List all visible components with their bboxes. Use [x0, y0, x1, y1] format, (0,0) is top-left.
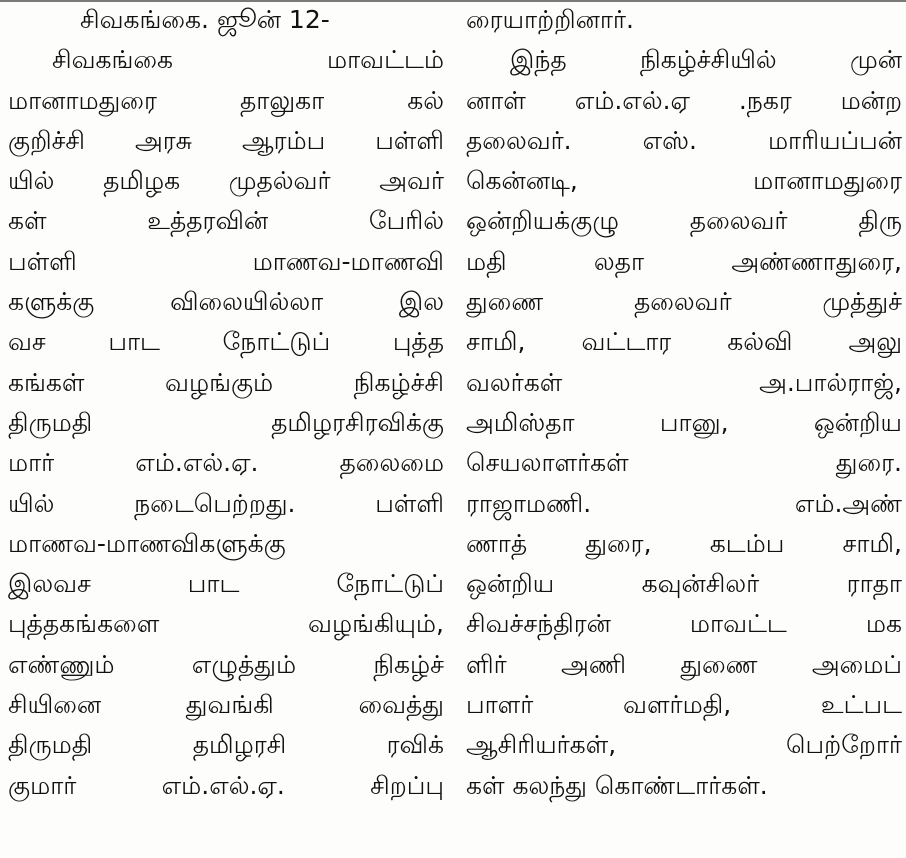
article-line: ளிர் அணி துணை அமைப் [466, 649, 902, 679]
article-line: கள் கலந்து கொண்டார்கள். [466, 770, 768, 800]
article-line: ஒன்றியக்குழு தலைவர் திரு [466, 206, 902, 236]
article-line: வச பாட நோட்டுப் புத்த [8, 327, 444, 357]
article-line: மதி லதா அண்ணாதுரை, [466, 246, 902, 276]
article-line: குறிச்சி அரசு ஆரம்ப பள்ளி [8, 125, 444, 155]
article-line: கங்கள் வழங்கும் நிகழ்ச்சி [8, 367, 444, 397]
article-line: துணை தலைவர் முத்துச் [466, 287, 902, 317]
article-column-left [8, 0, 444, 806]
article-line: ராஜாமணி. எம்.அண் [466, 488, 902, 518]
article-line: வலர்கள் அ.பால்ராஜ், [466, 367, 902, 397]
article-line: திருமதி தமிழரசி ரவிக் [8, 730, 444, 760]
article-line: யில் நடைபெற்றது. பள்ளி [8, 488, 444, 518]
article-line: திருமதி தமிழரசிரவிக்கு [8, 407, 444, 437]
article-line: ரையாற்றினார். [466, 5, 634, 34]
article-line: னாள் எம்.எல்.ஏ .நகர மன்ற [466, 85, 902, 115]
article-line: குமார் எம்.எல்.ஏ. சிறப்பு [8, 770, 444, 800]
article-line: ணாத் துரை, கடம்ப சாமி, [466, 528, 902, 558]
article-column-right [466, 0, 902, 806]
article-line: மாணவ-மாணவிகளுக்கு [8, 528, 286, 558]
article-line: பாளர் வளர்மதி, உட்பட [466, 690, 902, 720]
article-line: புத்தகங்களை வழங்கியும், [8, 609, 444, 639]
article-line: சியினை துவங்கி வைத்து [8, 690, 444, 720]
article-line: ஆசிரியர்கள், பெற்றோர் [466, 730, 902, 760]
article-line: கென்னடி, மானாமதுரை [466, 166, 902, 196]
article-line: எண்ணும் எழுத்தும் நிகழ்ச் [8, 649, 444, 679]
article-line: யில் தமிழக முதல்வர் அவர் [8, 166, 444, 196]
article-line: அமிஸ்தா பானு, ஒன்றிய [466, 407, 902, 437]
article-line: இலவச பாட நோட்டுப் [8, 569, 444, 599]
dateline: சிவகங்கை. ஜூன் 12- [80, 5, 330, 34]
article-line: பள்ளி மாணவ-மாணவி [8, 246, 444, 276]
article-line: கள் உத்தரவின் பேரில் [8, 206, 444, 236]
article-line: இந்த நிகழ்ச்சியில் முன் [510, 45, 902, 75]
article-line: சிவச்சந்திரன் மாவட்ட மக [466, 609, 902, 639]
article-line: களுக்கு விலையில்லா இல [8, 287, 444, 317]
article-line: மானாமதுரை தாலுகா கல் [8, 85, 444, 115]
article-line: மார் எம்.எல்.ஏ. தலைமை [8, 448, 444, 478]
article-line: சிவகங்கை மாவட்டம் [52, 45, 444, 75]
article-line: சாமி, வட்டார கல்வி அலு [466, 327, 902, 357]
article-line: ஒன்றிய கவுன்சிலர் ராதா [466, 569, 902, 599]
article-line: செயலாளர்கள் துரை. [466, 448, 902, 478]
article-line: தலைவர். எஸ். மாரியப்பன் [466, 125, 902, 155]
